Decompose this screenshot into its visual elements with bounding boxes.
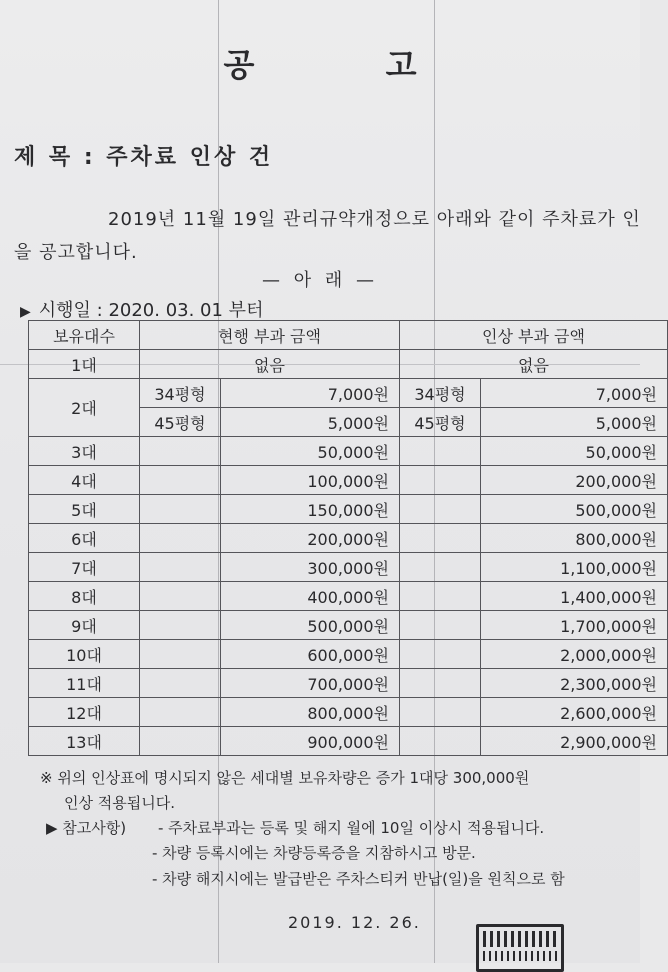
cell-count: 13대 [29, 727, 140, 756]
cell-type-empty [400, 437, 481, 466]
cell-count: 2대 [29, 379, 140, 437]
table-row [29, 379, 668, 408]
cell-type: 34평형 [140, 379, 221, 408]
issue-date: 2019. 12. 26. [288, 913, 421, 932]
cell-type-empty [400, 466, 481, 495]
cell-type-empty [140, 640, 221, 669]
cell-raised: 50,000원 [481, 437, 668, 466]
cell-count: 4대 [29, 466, 140, 495]
table-row [29, 437, 668, 466]
cell-type: 45평형 [400, 408, 481, 437]
cell-count: 3대 [29, 437, 140, 466]
table-row [29, 640, 668, 669]
table-row [29, 553, 668, 582]
cell-type-empty [140, 669, 221, 698]
cell-type-empty [140, 727, 221, 756]
table-row [29, 698, 668, 727]
cell-raised: 1,100,000원 [481, 553, 668, 582]
cell-current: 150,000원 [221, 495, 400, 524]
cell-type: 45평형 [140, 408, 221, 437]
notice-subject: 제 목 : 주차료 인상 건 [14, 145, 274, 170]
seal-mark [483, 931, 557, 947]
cell-count: 8대 [29, 582, 140, 611]
cell-count: 5대 [29, 495, 140, 524]
cell-type-empty [140, 611, 221, 640]
notice-title: 공 고 [223, 46, 477, 84]
cell-current: 7,000원 [221, 379, 400, 408]
table-row [29, 524, 668, 553]
fee-table [28, 320, 668, 756]
effective-date [20, 296, 263, 322]
cell-count: 10대 [29, 640, 140, 669]
cell-type-empty [400, 640, 481, 669]
cell-count: 9대 [29, 611, 140, 640]
cell-type-empty [140, 495, 221, 524]
table-row [29, 611, 668, 640]
cell-type-empty [140, 524, 221, 553]
cell-raised: 200,000원 [481, 466, 668, 495]
table-row [29, 495, 668, 524]
cell-current: 600,000원 [221, 640, 400, 669]
cell-type-empty [140, 553, 221, 582]
header-count: 보유대수 [29, 321, 140, 350]
header-raised: 인상 부과 금액 [400, 321, 668, 350]
cell-current: 200,000원 [221, 524, 400, 553]
cell-count: 11대 [29, 669, 140, 698]
cell-type-empty [400, 669, 481, 698]
cell-count: 12대 [29, 698, 140, 727]
intro-text-line1: 2019년 11월 19일 관리규약개정으로 아래와 같이 주차료가 인 [108, 209, 641, 230]
cell-current: 100,000원 [221, 466, 400, 495]
cell-raised: 없음 [400, 350, 668, 379]
cell-current: 900,000원 [221, 727, 400, 756]
cell-type-empty [400, 698, 481, 727]
cell-type: 34평형 [400, 379, 481, 408]
cell-count: 6대 [29, 524, 140, 553]
header-current: 현행 부과 금액 [140, 321, 400, 350]
cell-raised: 800,000원 [481, 524, 668, 553]
cell-raised: 2,600,000원 [481, 698, 668, 727]
table-row [29, 350, 668, 379]
cell-raised: 5,000원 [481, 408, 668, 437]
table-row [29, 582, 668, 611]
cell-type-empty [140, 582, 221, 611]
cell-current: 5,000원 [221, 408, 400, 437]
cell-type-empty [400, 495, 481, 524]
triangle-bullet-icon: ▶ [20, 304, 31, 320]
reference-label: ▶ 참고사항) [46, 819, 127, 837]
footnote-line1: ※ 위의 인상표에 명시되지 않은 세대별 보유차량은 증가 1대당 300,000원 [40, 769, 530, 787]
effective-date-text: 시행일 : 2020. 03. 01 부터 [38, 300, 264, 321]
cell-type-empty [400, 611, 481, 640]
cell-raised: 2,900,000원 [481, 727, 668, 756]
reference-item: - 주차료부과는 등록 및 해지 월에 10일 이상시 적용됩니다. [158, 819, 545, 837]
cell-raised: 1,700,000원 [481, 611, 668, 640]
cell-raised: 2,000,000원 [481, 640, 668, 669]
reference-item: - 차량 등록시에는 차량등록증을 지참하시고 방문. [152, 844, 476, 862]
intro-text-line2: 을 공고합니다. [14, 242, 138, 263]
cell-current: 700,000원 [221, 669, 400, 698]
table-header-row [29, 321, 668, 350]
cell-current: 50,000원 [221, 437, 400, 466]
cell-type-empty [400, 553, 481, 582]
cell-raised: 500,000원 [481, 495, 668, 524]
cell-type-empty [400, 727, 481, 756]
cell-count: 7대 [29, 553, 140, 582]
cell-current: 500,000원 [221, 611, 400, 640]
table-row [29, 466, 668, 495]
table-row [29, 727, 668, 756]
cell-type-empty [400, 582, 481, 611]
cell-type-empty [140, 698, 221, 727]
cell-count: 1대 [29, 350, 140, 379]
seal-mark [483, 951, 557, 961]
cell-type-empty [140, 466, 221, 495]
cell-type-empty [140, 437, 221, 466]
reference-item: - 차량 해지시에는 발급받은 주차스티커 반납(일)을 원칙으로 함 [152, 870, 565, 888]
table-row [29, 669, 668, 698]
footnote-line2: 인상 적용됩니다. [64, 794, 175, 812]
cell-current: 800,000원 [221, 698, 400, 727]
cell-current: 400,000원 [221, 582, 400, 611]
cell-current: 300,000원 [221, 553, 400, 582]
cell-raised: 1,400,000원 [481, 582, 668, 611]
below-marker: — 아 래 — [262, 270, 378, 291]
official-seal [476, 924, 564, 972]
cell-raised: 2,300,000원 [481, 669, 668, 698]
cell-raised: 7,000원 [481, 379, 668, 408]
cell-current: 없음 [140, 350, 400, 379]
cell-type-empty [400, 524, 481, 553]
